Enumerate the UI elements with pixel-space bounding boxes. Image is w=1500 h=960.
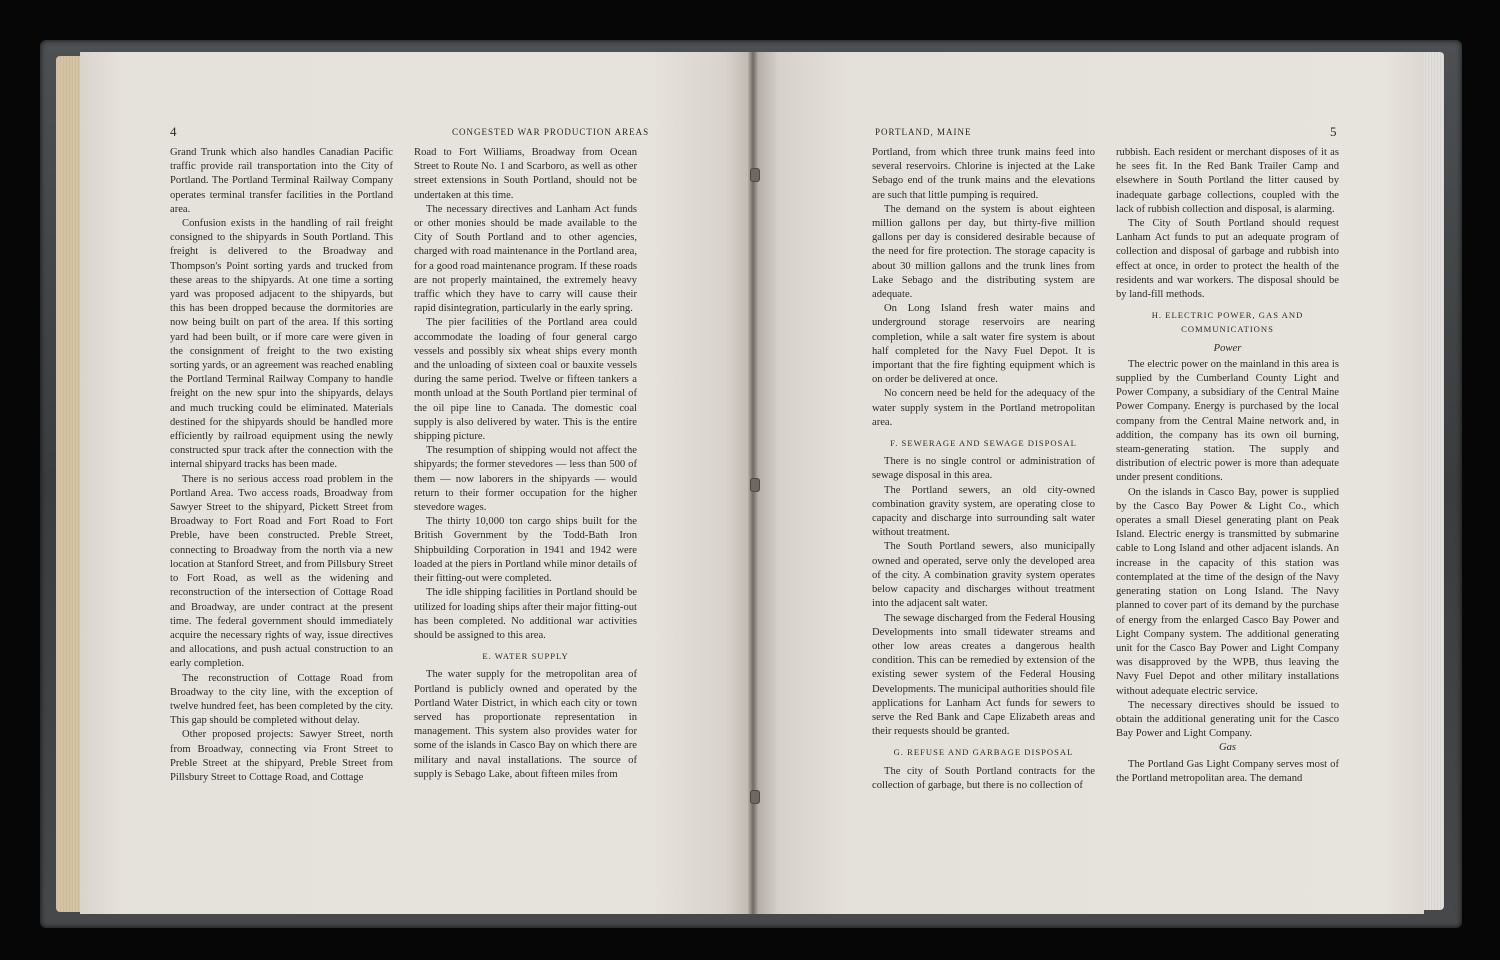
- paragraph: The water supply for the metropolitan area of Portland is publicly owned and operated by the Portland Water District, in which each city or town served has proportionate representation in management. This system also provides water for some of the islands in Casco Bay on which there are military and naval installations. The source of supply is Sebago Lake, about fifteen miles from: [414, 669, 637, 780]
- paragraph: The demand on the system is about eighteen million gallons per day, but thirty-five million gallons per day is considered desirable because of the need for fire protection. The storage capacity is about 30 million gallons and the trunk lines from Lake Sebago and the distributing system are adequate.: [872, 203, 1095, 301]
- paragraph: The electric power on the mainland in this area is supplied by the Cumberland County Light and Power Company, a subsidiary of the Central Maine Power Company. Energy is purchased by the local company from the Central Maine network and, in addition, the company has its own oil burning, steam-generating station. The supply and distribution of electric power is more than adequate under present conditions.: [1116, 358, 1339, 484]
- paragraph: The Portland Gas Light Company serves most of the Portland metropolitan area. The demand: [1116, 758, 1339, 784]
- paragraph: Grand Trunk which also handles Canadian Pacific traffic provide rail transportation into the City of Portland. The Portland Terminal Railway Company operates terminal transfer facilities in the Portland area.: [170, 147, 393, 215]
- paragraph: The city of South Portland contracts for the collection of garbage, but there is no collection of: [872, 765, 1095, 791]
- paragraph: The thirty 10,000 ton cargo ships built for the British Government by the Todd-Bath Iron Shipbuilding Corporation in 1941 and 1942 were loaded at the piers in Portland while minor details of their fitting-out were completed.: [414, 516, 637, 585]
- paragraph: The necessary directives and Lanham Act funds or other monies should be made available to the City of South Portland and to other agencies, charged with road maintenance in the Portland area, for a good road maintenance program. If these roads are not properly maintained, the extremely heavy traffic which they have to carry will cause their rapid disintegration, particularly in the early spring.: [414, 203, 637, 315]
- right-page-column-1: [872, 146, 1095, 793]
- section-heading-water-supply: E. WATER SUPPLY: [482, 651, 569, 662]
- binding-stitch: [750, 790, 760, 804]
- left-page-column-1: [170, 146, 393, 785]
- paragraph: Other proposed projects: Sawyer Street, north from Broadway, connecting via Front Street to Preble Street at the shipyard, Preble Street from Pillsbury Street to Cottage Road, and Cottage: [170, 729, 393, 783]
- section-heading-electric-power: H. ELECTRIC POWER, GAS AND COMMUNICATIONS: [1151, 310, 1304, 335]
- paragraph: rubbish. Each resident or merchant disposes of it as he sees fit. In the Red Bank Trailer Camp and elsewhere in South Portland the litter caused by inadequate garbage collections, coupled with the lack of rubbish collection and disposal, is alarming.: [1116, 147, 1339, 215]
- paragraph: Road to Fort Williams, Broadway from Ocean Street to Route No. 1 and Scarboro, as well as other street extensions in South Portland, should not be undertaken at this time.: [414, 147, 637, 201]
- subheading-power: Power: [1213, 342, 1242, 354]
- paragraph: On the islands in Casco Bay, power is supplied by the Casco Bay Power & Light Co., which operates a small Diesel generating plant on Peak Island. Electric energy is transmitted by submarine cable to Long Island and other adjacent islands. An increase in the capacity of this station was contemplated at the time of the design of the Navy generating station on Long Island. The Navy planned to cover part of its demand by the purchase of energy from the enlarged Casco Bay Power and Light Company system. The additional generating unit for the Casco Bay Power and Light Company was disapproved by the WPB, thus leaving the Navy Fuel Depot and other military installations without adequate electric service.: [1116, 486, 1339, 697]
- subheading-gas: Gas: [1218, 742, 1237, 754]
- page-number-left: 4: [170, 124, 177, 139]
- running-head-left: CONGESTED WAR PRODUCTION AREAS: [452, 127, 650, 137]
- paragraph: The resumption of shipping would not affect the shipyards; the former stevedores — less than 500 of them — now laborers in the shipyards — would return to their former occupation for the higher stevedore wages.: [414, 445, 637, 514]
- paragraph: The idle shipping facilities in Portland should be utilized for loading ships after their major fitting-out has been completed. No additional war activities should be assigned to this area.: [414, 587, 637, 641]
- section-heading-sewerage: F. SEWERAGE AND SEWAGE DISPOSAL: [890, 438, 1077, 449]
- paragraph: Portland, from which three trunk mains feed into several reservoirs. Chlorine is injected at the Lake Sebago end of the trunk mains and the elevations are such that little pumping is required.: [872, 147, 1095, 201]
- paragraph: The pier facilities of the Portland area could accommodate the loading of four general cargo vessels and possibly six wheat ships every month and the unloading of sixteen coal or bauxite vessels during the same period. Twelve or fifteen tankers a month unload at the South Portland pier terminal of the oil pipe line to Canada. The domestic coal supply is also delivered by water. This is the entire shipping picture.: [414, 317, 637, 443]
- binding-stitch: [750, 168, 760, 182]
- paragraph: The reconstruction of Cottage Road from Broadway to the city line, with the exception of twelve hundred feet, has been completed by the city. This gap should be completed without delay.: [170, 672, 393, 727]
- paragraph: The necessary directives should be issued to obtain the additional generating unit for the Casco Bay Power and Light Company.: [1116, 699, 1339, 740]
- page-number-right: 5: [1330, 124, 1337, 139]
- paragraph: The Portland sewers, an old city-owned combination gravity system, are operating close to capacity and discharge into surrounding salt water without treatment.: [872, 484, 1095, 539]
- section-heading-refuse: G. REFUSE AND GARBAGE DISPOSAL: [893, 747, 1074, 758]
- paragraph: The sewage discharged from the Federal Housing Developments into small tidewater streams and other low areas creates a dangerous health condition. This can be remedied by extension of the existing sewer system of the Federal Housing Developments. The municipal authorities should file applications for Lanham Act funds for sewers to serve the Red Bank and Cape Elizabeth areas and their requests should be granted.: [872, 612, 1095, 738]
- paragraph: On Long Island fresh water mains and underground storage reservoirs are nearing completion, while a salt water fire system is about half completed for the Navy Fuel Depot. It is important that the fire fighting equipment which is on order be delivered at once.: [872, 303, 1095, 386]
- left-page-column-2: [414, 146, 637, 782]
- binding-stitch: [750, 478, 760, 492]
- paragraph: The City of South Portland should request Lanham Act funds to put an adequate program of collection and disposal of garbage and rubbish into effect at once, in order to protect the health of the residents and war workers. The disposal should be by land-fill methods.: [1116, 218, 1339, 301]
- paragraph: There is no single control or administration of sewage disposal in this area.: [872, 456, 1095, 482]
- paragraph: The South Portland sewers, also municipally owned and operated, serve only the developed area of the city. A combination gravity system operates below capacity and discharges without treatment into the adjacent salt water.: [872, 541, 1095, 610]
- paragraph: No concern need be held for the adequacy of the water supply system in the Portland metropolitan area.: [872, 388, 1095, 428]
- paragraph: There is no serious access road problem in the Portland Area. Two access roads, Broadway from Sawyer Street to the shipyard, Pickett Street from Broadway to Fort Road and Fort Road to Fort Preble, have been constructed. Preble Street, connecting to Broadway from the north via a new location at Stanford Street, and from Pillsbury Street to Fort Road, as well as the widening and reconstruction of the intersection of Cottage Road and Broadway, are under contract at the present time. The federal government should immediately acquire the necessary rights of way, issue directives and allocations, and push actual construction to an early completion.: [170, 473, 394, 670]
- right-page-column-2: [1116, 146, 1339, 786]
- paragraph: Confusion exists in the handling of rail freight consigned to the shipyards in South Portland. This freight is delivered to the Broadway and Thompson's Point sorting yards and trucked from these areas to the shipyards. At one time a sorting yard was proposed adjacent to the shipyards, but this has been dropped because the dormitories are now being built on part of the area. If this sorting yard had been built, or if more care were given in the consignment of freight to the two existing sorting yards, or an agreement was reached enabling the Portland Terminal Railway Company to handle freight on the new spur into the shipyards, delays and much trucking could be eliminated. Materials destined for the shipyards should be handled more efficiently by railroad equipment using the newly constructed spur track after the connection with the internal shipyard tracks has been made.: [170, 218, 393, 471]
- running-head-right: PORTLAND, MAINE: [875, 127, 972, 137]
